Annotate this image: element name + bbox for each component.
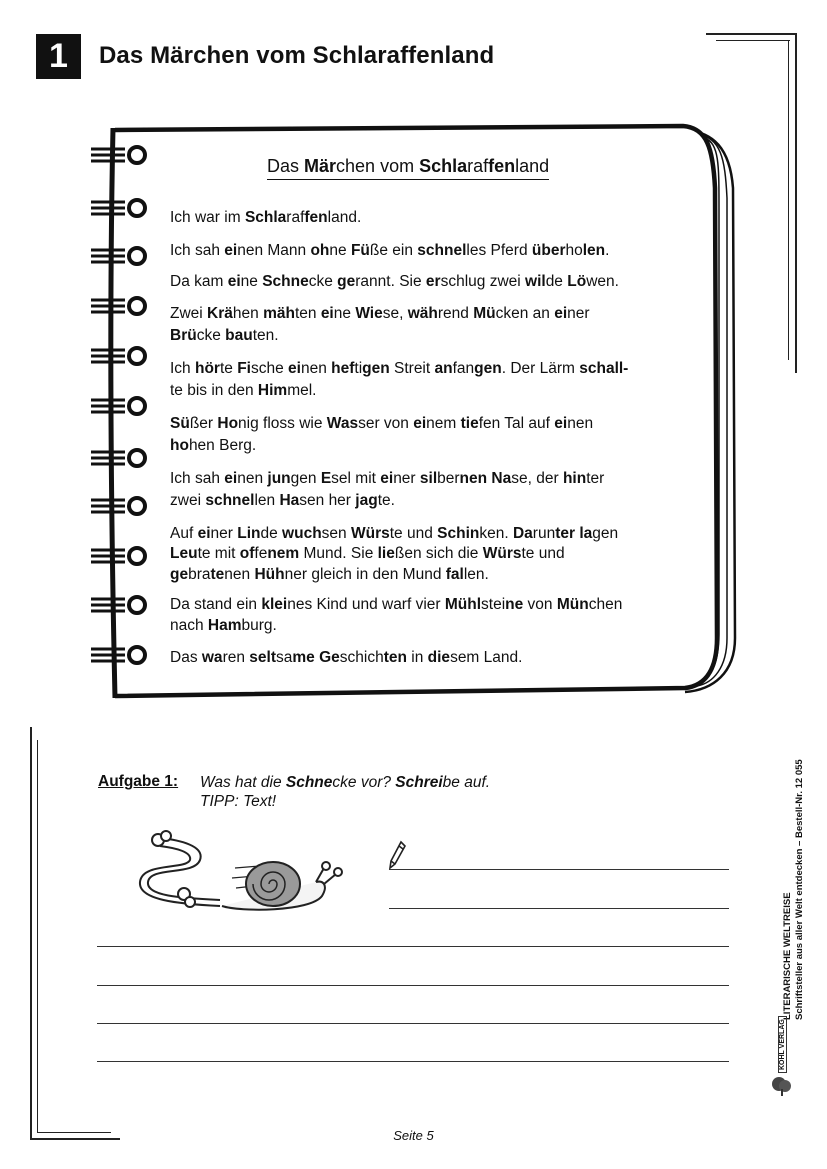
task-question	[200, 773, 490, 811]
text-segment: sche	[250, 360, 289, 377]
text-line	[170, 240, 609, 261]
text-segment: cken an	[495, 305, 555, 322]
bold-syllable: nen	[459, 470, 488, 487]
text-segment: Das	[170, 649, 202, 666]
text-segment: Da stand ein	[170, 596, 262, 613]
text-segment: ner	[393, 470, 420, 487]
notebook-title	[267, 156, 549, 180]
bold-syllable: jun	[267, 470, 291, 487]
text-segment: chen vom	[336, 156, 420, 176]
text-segment: de	[545, 273, 568, 290]
text-segment: ner	[210, 525, 238, 542]
text-segment: schich	[339, 649, 384, 666]
bold-syllable: ei	[288, 360, 301, 377]
text-segment: nach	[170, 617, 208, 634]
text-segment: rend	[437, 305, 474, 322]
bold-syllable: ei	[224, 470, 238, 487]
text-segment: ßer	[189, 415, 218, 432]
side-series-info	[782, 759, 806, 1020]
text-segment: ser von	[358, 415, 414, 432]
text-segment: Ich war im	[170, 209, 245, 226]
bold-syllable: Schne	[285, 774, 333, 791]
text-segment: ner gleich in den Mund	[284, 566, 446, 583]
text-segment: gen	[290, 470, 321, 487]
text-segment: in	[406, 649, 428, 666]
text-segment: te und	[521, 545, 565, 562]
text-segment: ti	[354, 360, 363, 377]
bold-syllable: gen	[362, 360, 390, 377]
text-segment: nen	[224, 566, 255, 583]
text-segment: nem	[426, 415, 461, 432]
bold-syllable: Ha	[279, 492, 300, 509]
bold-syllable: Na	[491, 470, 512, 487]
bold-syllable: fen	[488, 156, 516, 176]
answer-line[interactable]	[389, 908, 729, 909]
bold-syllable: schnel	[205, 492, 255, 509]
bold-syllable: Leu	[170, 545, 198, 562]
text-segment: land.	[327, 209, 362, 226]
text-segment: Ich sah	[170, 470, 225, 487]
bold-syllable: ei	[554, 415, 568, 432]
text-segment: nig floss wie	[238, 415, 327, 432]
bold-syllable: die	[427, 649, 451, 666]
bold-syllable: Mühl	[444, 596, 482, 613]
bold-syllable: schnel	[417, 242, 467, 259]
bold-syllable: Hüh	[254, 566, 285, 583]
text-line	[170, 358, 628, 379]
bold-syllable: Him	[257, 382, 288, 399]
bold-syllable: lie	[377, 545, 395, 562]
bold-syllable: klei	[261, 596, 288, 613]
bold-syllable: Sü	[170, 415, 190, 432]
bold-syllable: wäh	[407, 305, 438, 322]
text-segment: run	[532, 525, 556, 542]
text-segment: les Pferd	[466, 242, 532, 259]
bold-syllable: Schla	[419, 156, 468, 176]
text-segment: wen.	[586, 273, 619, 290]
text-segment: ten	[294, 305, 321, 322]
bold-syllable: hin	[562, 470, 587, 487]
text-segment: . Der Lärm	[501, 360, 580, 377]
answer-line[interactable]	[97, 1061, 729, 1062]
bold-syllable: fal	[445, 566, 464, 583]
bold-syllable: Schne	[262, 273, 309, 290]
text-segment: gen	[592, 525, 619, 542]
bold-syllable: of	[239, 545, 255, 562]
bold-syllable: ei	[320, 305, 334, 322]
bold-syllable: Würs	[482, 545, 522, 562]
bold-syllable: Mü	[473, 305, 496, 322]
text-segment: ren	[222, 649, 250, 666]
text-segment: cke	[308, 273, 338, 290]
chapter-number: 1	[36, 34, 81, 79]
text-segment: nen	[237, 470, 268, 487]
text-segment: ne	[333, 305, 356, 322]
text-segment: hen Berg.	[188, 437, 257, 454]
text-line	[170, 615, 277, 636]
text-segment: ne	[240, 273, 263, 290]
answer-line[interactable]	[97, 946, 729, 947]
bold-syllable: selt	[249, 649, 276, 666]
bold-syllable: ei	[554, 305, 568, 322]
text-segment: len	[254, 492, 280, 509]
text-segment: nen Mann	[237, 242, 311, 259]
frame-top-right-h	[706, 33, 796, 35]
text-line	[170, 325, 279, 346]
bold-syllable: ge	[337, 273, 356, 290]
pencil-icon	[387, 840, 407, 870]
text-segment: te	[219, 360, 238, 377]
text-segment: sa	[276, 649, 293, 666]
bold-syllable: schall-	[579, 360, 629, 377]
bold-syllable: E	[320, 470, 332, 487]
text-segment: raf	[467, 156, 489, 176]
bold-syllable: mäh	[263, 305, 295, 322]
bold-syllable: ei	[224, 242, 238, 259]
publisher-logo	[770, 1019, 794, 1095]
task-label: Aufgabe 1:	[98, 773, 179, 790]
text-segment: rannt. Sie	[355, 273, 426, 290]
publisher-name: KOHL VERLAG	[778, 1016, 787, 1073]
text-segment: Da kam	[170, 273, 228, 290]
frame-top-right-v2	[788, 40, 789, 360]
bold-syllable: tie	[460, 415, 479, 432]
bold-syllable: hef	[331, 360, 355, 377]
series-title: LITERARISCHE WELTREISE	[782, 892, 793, 1020]
text-segment: ne	[329, 242, 351, 259]
text-segment: nes Kind und warf vier	[287, 596, 445, 613]
text-segment: be auf.	[442, 774, 491, 791]
text-segment: Auf	[170, 525, 198, 542]
text-segment: se,	[382, 305, 408, 322]
text-segment: nen	[567, 415, 594, 432]
bold-syllable: an	[434, 360, 453, 377]
text-segment: te.	[377, 492, 395, 509]
text-segment: Ich sah	[170, 242, 225, 259]
text-segment: len.	[463, 566, 489, 583]
page-title: Das Märchen vom Schlaraffenland	[99, 42, 495, 69]
bold-syllable: Schrei	[395, 774, 443, 791]
text-segment: se, der	[511, 470, 563, 487]
text-segment: ken.	[479, 525, 513, 542]
frame-bottom-left-v2	[37, 740, 38, 1132]
task-question-text	[200, 773, 490, 792]
text-segment: sen her	[299, 492, 356, 509]
snail-illustration	[110, 826, 360, 921]
bold-syllable: ei	[197, 525, 211, 542]
series-subtitle: Schriftsteller aus aller Welt entdecken – Bestell-Nr. 12 055	[794, 759, 805, 1020]
text-segment: hen	[232, 305, 264, 322]
frame-top-right-h2	[716, 40, 790, 41]
bold-syllable: ei	[380, 470, 394, 487]
text-segment: Zwei	[170, 305, 208, 322]
bold-syllable: Brü	[170, 327, 197, 344]
bold-syllable: über	[531, 242, 566, 259]
bold-syllable: ho	[170, 437, 189, 454]
text-segment: ber	[437, 470, 460, 487]
text-segment: nen	[300, 360, 332, 377]
bold-syllable: Mün	[556, 596, 589, 613]
text-segment: ho	[565, 242, 583, 259]
text-segment: ße ein	[369, 242, 418, 259]
bold-syllable: len	[582, 242, 606, 259]
text-segment: te mit	[197, 545, 240, 562]
text-segment: ner	[567, 305, 590, 322]
task-tip: TIPP: Text!	[200, 793, 277, 810]
tree-logo-icon	[770, 1075, 794, 1097]
frame-bottom-left-v	[30, 727, 32, 1139]
text-segment: chen	[588, 596, 623, 613]
bold-syllable: Da	[512, 525, 533, 542]
bold-syllable: ter	[555, 525, 576, 542]
bold-syllable: Fi	[237, 360, 251, 377]
bold-syllable: Lin	[237, 525, 261, 542]
text-segment: burg.	[241, 617, 277, 634]
text-segment: mel.	[287, 382, 317, 399]
bold-syllable: Krä	[207, 305, 233, 322]
bold-syllable: jag	[355, 492, 378, 509]
bold-syllable: sil	[419, 470, 438, 487]
answer-line[interactable]	[389, 869, 729, 870]
text-segment: Mund. Sie	[299, 545, 378, 562]
text-segment: schlug zwei	[440, 273, 526, 290]
text-segment: sel mit	[331, 470, 381, 487]
bold-syllable: Schla	[244, 209, 287, 226]
text-segment: .	[605, 242, 610, 259]
text-segment: sen	[321, 525, 351, 542]
text-line	[170, 490, 395, 511]
bold-syllable: Ge	[319, 649, 340, 666]
text-segment: Streit	[389, 360, 435, 377]
bold-syllable: wuch	[282, 525, 322, 542]
text-line	[170, 543, 565, 564]
bold-syllable: Fü	[350, 242, 370, 259]
bold-syllable: la	[579, 525, 593, 542]
bold-syllable: gen	[474, 360, 502, 377]
text-segment: zwei	[170, 492, 206, 509]
text-line	[170, 303, 590, 324]
bold-syllable: nem	[267, 545, 300, 562]
text-segment: te und	[389, 525, 438, 542]
text-line	[170, 564, 489, 585]
bold-syllable: Mär	[304, 156, 337, 176]
text-segment: raf	[286, 209, 305, 226]
text-line	[170, 380, 317, 401]
text-segment: cke vor?	[332, 774, 396, 791]
bold-syllable: fen	[304, 209, 328, 226]
text-segment: Ich	[170, 360, 195, 377]
bold-syllable: Würs	[350, 525, 390, 542]
text-segment: fan	[452, 360, 475, 377]
text-segment: ter	[586, 470, 605, 487]
bold-syllable: Ho	[217, 415, 239, 432]
bold-syllable: Wie	[355, 305, 383, 322]
text-segment: cke	[196, 327, 226, 344]
frame-top-right-v	[795, 33, 797, 373]
bold-syllable: ten	[383, 649, 407, 666]
bold-syllable: ge	[170, 566, 189, 583]
text-segment: de	[260, 525, 283, 542]
text-segment: bra	[188, 566, 211, 583]
bold-syllable: hör	[194, 360, 220, 377]
answer-line[interactable]	[97, 985, 729, 986]
bold-syllable: er	[425, 273, 441, 290]
bold-syllable: Was	[326, 415, 359, 432]
text-segment: land	[515, 156, 550, 176]
text-line	[170, 435, 256, 456]
bold-syllable: Lö	[567, 273, 587, 290]
bold-syllable: te	[210, 566, 225, 583]
text-segment: Was hat die	[200, 774, 286, 791]
text-line	[170, 271, 619, 292]
bold-syllable: Schin	[437, 525, 480, 542]
text-line	[170, 207, 361, 228]
text-segment: ßen sich die	[394, 545, 483, 562]
text-segment: te bis in den	[170, 382, 258, 399]
text-segment: fen Tal auf	[478, 415, 555, 432]
text-line	[170, 523, 618, 544]
text-segment: stei	[481, 596, 506, 613]
page-number: Seite 5	[393, 1128, 434, 1143]
text-segment: von	[523, 596, 557, 613]
text-line	[170, 647, 522, 668]
bold-syllable: me	[292, 649, 315, 666]
answer-line[interactable]	[97, 1023, 729, 1024]
text-segment: Das	[267, 156, 305, 176]
bold-syllable: ei	[227, 273, 241, 290]
bold-syllable: ne	[505, 596, 524, 613]
bold-syllable: wa	[201, 649, 223, 666]
bold-syllable: Ham	[207, 617, 242, 634]
text-line	[170, 413, 593, 434]
text-line	[170, 468, 604, 489]
text-segment: ten.	[252, 327, 279, 344]
text-segment: fe	[254, 545, 268, 562]
text-line	[170, 594, 622, 615]
bold-syllable: ei	[413, 415, 427, 432]
bold-syllable: wil	[525, 273, 546, 290]
bold-syllable: bau	[225, 327, 253, 344]
bold-syllable: oh	[310, 242, 330, 259]
text-segment: sem Land.	[450, 649, 523, 666]
